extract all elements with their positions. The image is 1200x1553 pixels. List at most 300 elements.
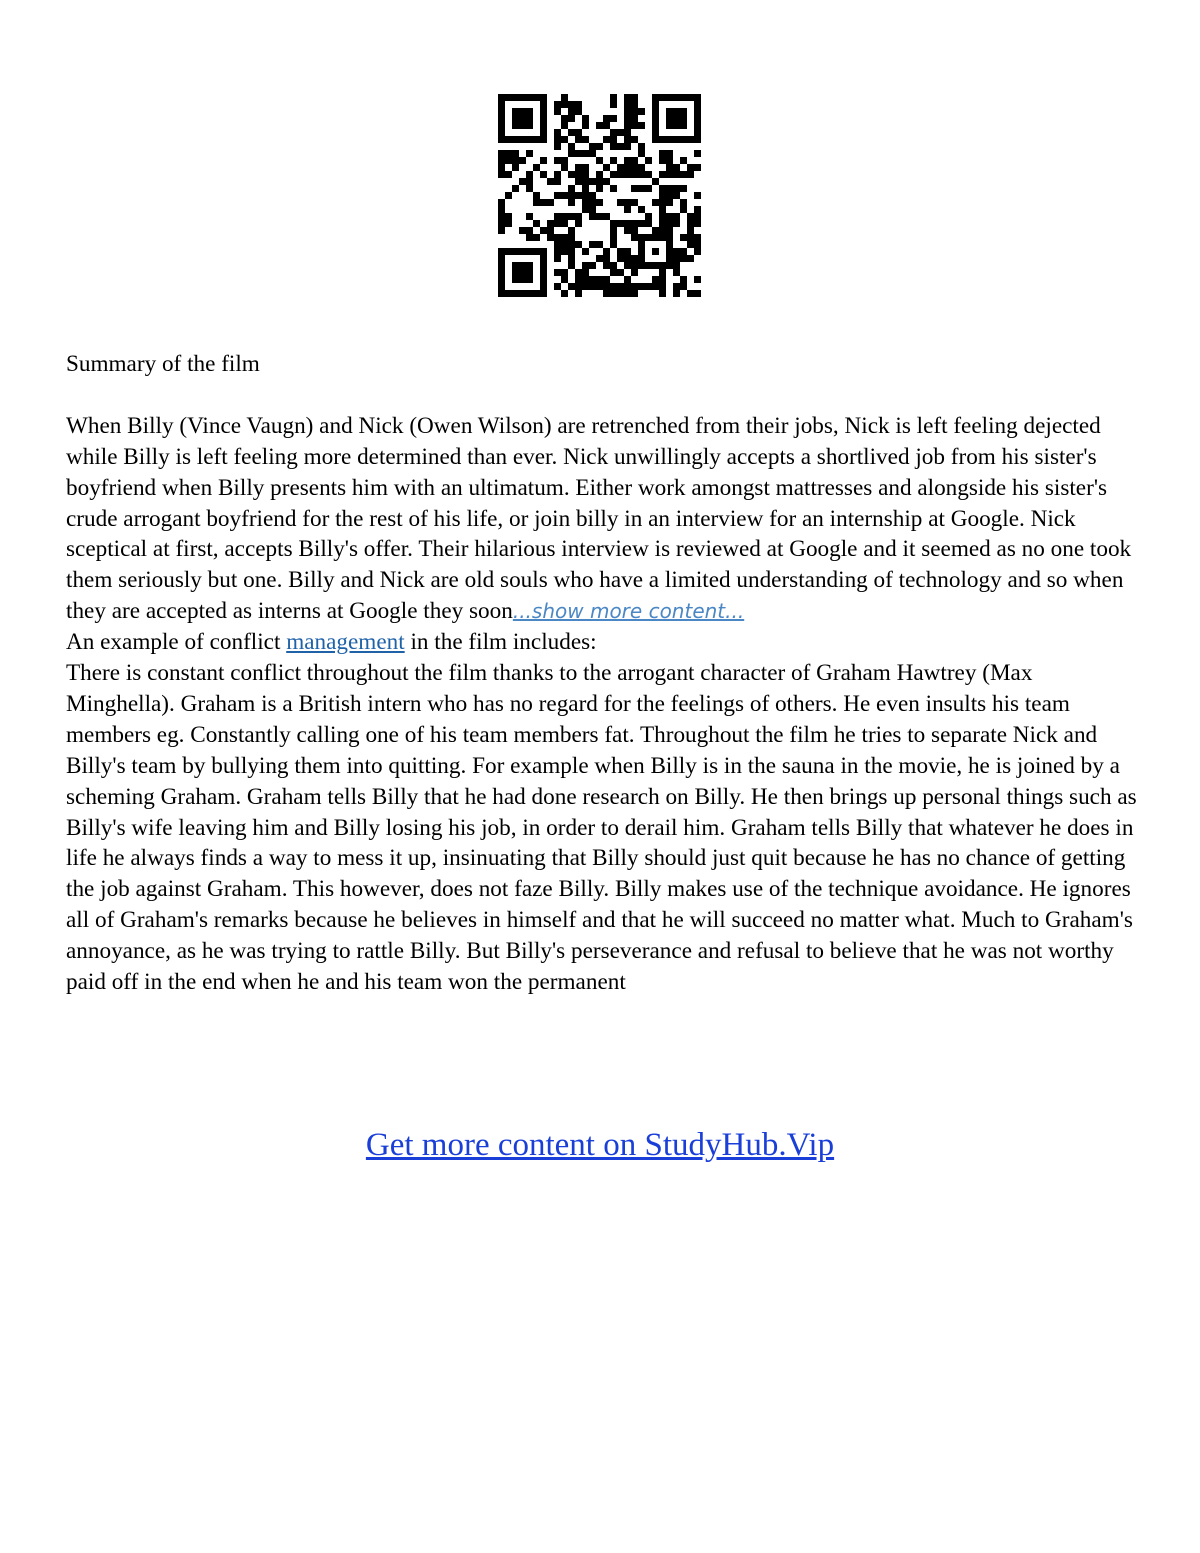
qr-module [631, 164, 638, 171]
qr-module [596, 199, 603, 206]
qr-module [582, 276, 589, 283]
qr-module [673, 213, 680, 220]
qr-module [652, 122, 659, 129]
qr-module [505, 171, 512, 178]
qr-module [673, 192, 680, 199]
qr-module [631, 101, 638, 108]
qr-module [659, 185, 666, 192]
qr-module [666, 255, 673, 262]
qr-module [582, 122, 589, 129]
qr-module [526, 115, 533, 122]
qr-module [610, 101, 617, 108]
qr-module [519, 136, 526, 143]
qr-module [540, 262, 547, 269]
qr-module [498, 283, 505, 290]
qr-module [666, 248, 673, 255]
qr-module [610, 269, 617, 276]
qr-module [554, 192, 561, 199]
show-more-link[interactable]: ...show more content... [512, 599, 745, 624]
qr-module [631, 115, 638, 122]
management-link[interactable]: management [286, 629, 405, 656]
qr-module [540, 227, 547, 234]
qr-module [526, 171, 533, 178]
qr-module [575, 241, 582, 248]
qr-module [624, 262, 631, 269]
qr-module [568, 248, 575, 255]
qr-module [659, 136, 666, 143]
qr-module [533, 290, 540, 297]
qr-module [575, 276, 582, 283]
qr-module [652, 108, 659, 115]
qr-module [631, 171, 638, 178]
qr-module [512, 262, 519, 269]
qr-module [575, 101, 582, 108]
qr-module [561, 157, 568, 164]
qr-module [666, 241, 673, 248]
qr-module [589, 276, 596, 283]
qr-module [603, 255, 610, 262]
qr-module [659, 150, 666, 157]
summary-text: When Billy (Vince Vaugn) and Nick (Owen Wilson) are retrenched from their jobs, Nick is left feeling dejected while Billy is left feeling more determined than ever. Nick unwillingly accepts a shortlived job from his sister's boyfriend when Billy presents him with an ultimatum. Either work amongst mattresses and alongside his sister's crude arrogant boyfriend for the rest of his life, or join billy in an interview for an internship at Google. Nick sceptical at first, accepts Billy's offer. Their hilarious interview is reviewed at Google and it seemed as no one took them seriously but one. Billy and Nick are old souls who have a limited understanding of technology and so when they are accepted as interns at Google they soon [66, 412, 1132, 625]
qr-module [659, 262, 666, 269]
qr-module [540, 129, 547, 136]
qr-module [610, 283, 617, 290]
qr-module [547, 178, 554, 185]
qr-module [659, 290, 666, 297]
qr-module [519, 269, 526, 276]
qr-module [582, 164, 589, 171]
qr-module [673, 115, 680, 122]
qr-module [645, 185, 652, 192]
qr-module [680, 234, 687, 241]
qr-module [589, 283, 596, 290]
qr-module [575, 269, 582, 276]
qr-module [533, 199, 540, 206]
qr-module [694, 220, 701, 227]
qr-module [561, 269, 568, 276]
qr-module [568, 129, 575, 136]
qr-module [498, 108, 505, 115]
qr-module [673, 122, 680, 129]
qr-module [512, 122, 519, 129]
qr-module [680, 122, 687, 129]
qr-module [540, 255, 547, 262]
qr-module [624, 199, 631, 206]
qr-module [596, 213, 603, 220]
qr-module [526, 269, 533, 276]
qr-module [659, 213, 666, 220]
qr-module [694, 290, 701, 297]
qr-module [554, 234, 561, 241]
qr-module [582, 136, 589, 143]
qr-module [498, 157, 505, 164]
qr-module [631, 234, 638, 241]
qr-module [526, 108, 533, 115]
qr-module [540, 171, 547, 178]
qr-module [561, 101, 568, 108]
qr-module [645, 262, 652, 269]
qr-module [561, 122, 568, 129]
qr-module [659, 94, 666, 101]
qr-module [617, 269, 624, 276]
qr-module [673, 94, 680, 101]
qr-module [687, 227, 694, 234]
qr-module [582, 269, 589, 276]
qr-module [575, 213, 582, 220]
qr-module [666, 122, 673, 129]
qr-module [694, 248, 701, 255]
qr-module [498, 220, 505, 227]
qr-module [624, 290, 631, 297]
qr-module [666, 185, 673, 192]
qr-module [582, 192, 589, 199]
qr-module [666, 150, 673, 157]
qr-module [582, 115, 589, 122]
qr-module [603, 213, 610, 220]
qr-module [561, 234, 568, 241]
qr-module [659, 199, 666, 206]
qr-module [596, 283, 603, 290]
qr-module [694, 150, 701, 157]
qr-module [631, 94, 638, 101]
qr-module [526, 248, 533, 255]
qr-module [519, 262, 526, 269]
qr-module [624, 136, 631, 143]
qr-module [498, 122, 505, 129]
qr-module [561, 220, 568, 227]
qr-module [638, 108, 645, 115]
qr-module [519, 178, 526, 185]
qr-module [505, 192, 512, 199]
qr-module [568, 199, 575, 206]
document-body [66, 349, 1140, 998]
qr-module [561, 248, 568, 255]
qr-module [666, 262, 673, 269]
qr-module [645, 171, 652, 178]
qr-module [505, 213, 512, 220]
qr-module [631, 227, 638, 234]
qr-module [624, 129, 631, 136]
qr-module [659, 276, 666, 283]
summary-paragraph [66, 411, 1140, 627]
qr-module [561, 164, 568, 171]
qr-module [610, 185, 617, 192]
qr-module [547, 227, 554, 234]
qr-module [603, 178, 610, 185]
qr-module [582, 199, 589, 206]
qr-module [554, 101, 561, 108]
qr-module [680, 185, 687, 192]
qr-module [624, 206, 631, 213]
qr-module [540, 248, 547, 255]
qr-module [666, 108, 673, 115]
qr-module [533, 192, 540, 199]
qr-module [680, 248, 687, 255]
qr-module [533, 164, 540, 171]
qr-module [659, 269, 666, 276]
qr-module [512, 269, 519, 276]
qr-module [673, 220, 680, 227]
qr-module [659, 192, 666, 199]
qr-module [554, 213, 561, 220]
qr-module [673, 262, 680, 269]
qr-module [610, 157, 617, 164]
qr-module [673, 290, 680, 297]
qr-module [533, 234, 540, 241]
qr-module [617, 164, 624, 171]
qr-module [526, 234, 533, 241]
qr-module [631, 255, 638, 262]
qr-module [582, 283, 589, 290]
qr-module [596, 241, 603, 248]
qr-module [596, 122, 603, 129]
qr-module [603, 290, 610, 297]
qr-module [596, 185, 603, 192]
qr-module [526, 213, 533, 220]
qr-module [575, 108, 582, 115]
qr-module [638, 262, 645, 269]
qr-module [666, 171, 673, 178]
qr-module [568, 171, 575, 178]
qr-module [624, 255, 631, 262]
qr-module [624, 248, 631, 255]
qr-module [561, 136, 568, 143]
qr-module [505, 290, 512, 297]
qr-module [519, 290, 526, 297]
qr-module [687, 290, 694, 297]
qr-module [624, 122, 631, 129]
qr-module [687, 241, 694, 248]
qr-module [610, 143, 617, 150]
qr-module [575, 164, 582, 171]
qr-module [512, 136, 519, 143]
qr-module [526, 185, 533, 192]
qr-module [624, 115, 631, 122]
qr-module [540, 199, 547, 206]
qr-module [533, 136, 540, 143]
qr-module [596, 276, 603, 283]
qr-module [540, 276, 547, 283]
qr-module [589, 150, 596, 157]
qr-module [680, 206, 687, 213]
qr-module [582, 248, 589, 255]
qr-module [561, 213, 568, 220]
qr-module [568, 262, 575, 269]
qr-module [624, 276, 631, 283]
qr-module [498, 94, 505, 101]
qr-module [610, 115, 617, 122]
qr-module [603, 283, 610, 290]
qr-module [694, 108, 701, 115]
qr-module [568, 255, 575, 262]
qr-module [519, 248, 526, 255]
qr-module [680, 108, 687, 115]
qr-module [526, 290, 533, 297]
qr-module [554, 255, 561, 262]
qr-module [631, 122, 638, 129]
qr-module [652, 178, 659, 185]
qr-module [582, 150, 589, 157]
qr-module [568, 115, 575, 122]
qr-module [568, 101, 575, 108]
qr-module [526, 122, 533, 129]
qr-module [554, 283, 561, 290]
qr-module [680, 136, 687, 143]
qr-module [547, 199, 554, 206]
qr-module [589, 206, 596, 213]
qr-module [617, 220, 624, 227]
qr-module [631, 262, 638, 269]
qr-module [519, 94, 526, 101]
qr-module [568, 108, 575, 115]
qr-module [666, 192, 673, 199]
qr-module [540, 108, 547, 115]
qr-module [666, 213, 673, 220]
qr-module [526, 178, 533, 185]
qr-module [680, 171, 687, 178]
qr-module [554, 220, 561, 227]
qr-module [603, 262, 610, 269]
qr-module [673, 248, 680, 255]
qr-module [596, 143, 603, 150]
qr-module [617, 248, 624, 255]
qr-module [554, 269, 561, 276]
qr-module [505, 94, 512, 101]
qr-module [561, 290, 568, 297]
qr-module [589, 143, 596, 150]
qr-module [687, 255, 694, 262]
qr-module [631, 220, 638, 227]
qr-module [652, 115, 659, 122]
qr-module [652, 129, 659, 136]
qr-module [575, 136, 582, 143]
qr-module [582, 171, 589, 178]
qr-module [666, 115, 673, 122]
qr-module [631, 290, 638, 297]
qr-module [512, 185, 519, 192]
qr-module [673, 171, 680, 178]
qr-module [652, 248, 659, 255]
qr-module [603, 248, 610, 255]
qr-module [561, 241, 568, 248]
qr-module [575, 129, 582, 136]
qr-module [624, 171, 631, 178]
qr-module [498, 248, 505, 255]
qr-module [519, 115, 526, 122]
qr-module [687, 164, 694, 171]
qr-module [554, 248, 561, 255]
qr-module [624, 101, 631, 108]
qr-module [666, 94, 673, 101]
qr-module [652, 94, 659, 101]
qr-module [666, 199, 673, 206]
qr-module [652, 276, 659, 283]
qr-module [575, 178, 582, 185]
qr-module [582, 206, 589, 213]
qr-module [694, 101, 701, 108]
qr-module [498, 150, 505, 157]
qr-module [617, 255, 624, 262]
qr-module [519, 276, 526, 283]
qr-module [624, 220, 631, 227]
qr-module [638, 171, 645, 178]
conflict-intro-after: in the film includes: [404, 629, 597, 656]
qr-module [498, 129, 505, 136]
qr-module [512, 94, 519, 101]
qr-module [617, 283, 624, 290]
qr-module [624, 157, 631, 164]
qr-module [568, 241, 575, 248]
qr-module [659, 227, 666, 234]
qr-module [512, 276, 519, 283]
qr-module [540, 157, 547, 164]
qr-module [505, 220, 512, 227]
qr-module [547, 234, 554, 241]
qr-module [526, 276, 533, 283]
qr-module [498, 115, 505, 122]
qr-module [652, 262, 659, 269]
qr-module [673, 164, 680, 171]
qr-module [568, 192, 575, 199]
qr-module [498, 199, 505, 206]
qr-module [638, 143, 645, 150]
qr-module [631, 283, 638, 290]
qr-module [540, 290, 547, 297]
qr-module [694, 206, 701, 213]
qr-module [568, 143, 575, 150]
qr-module [512, 290, 519, 297]
qr-module [694, 234, 701, 241]
qr-module [554, 157, 561, 164]
qr-module [561, 276, 568, 283]
qr-module [687, 220, 694, 227]
qr-module [554, 178, 561, 185]
qr-module [505, 150, 512, 157]
qr-module [540, 269, 547, 276]
qr-module [575, 283, 582, 290]
qr-module [645, 220, 652, 227]
qr-module [526, 227, 533, 234]
qr-module [498, 164, 505, 171]
qr-module [680, 157, 687, 164]
qr-module [498, 276, 505, 283]
qr-module [498, 227, 505, 234]
qr-module [659, 171, 666, 178]
qr-module [540, 283, 547, 290]
qr-module [694, 164, 701, 171]
qr-module [582, 178, 589, 185]
qr-module [498, 171, 505, 178]
qr-module [638, 206, 645, 213]
qr-module [526, 136, 533, 143]
qr-module [617, 199, 624, 206]
qr-module [596, 171, 603, 178]
qr-module [680, 115, 687, 122]
qr-module [526, 262, 533, 269]
qr-module [617, 143, 624, 150]
qr-module [498, 206, 505, 213]
studyhub-link[interactable]: Get more content on StudyHub.Vip [365, 1127, 835, 1163]
qr-module [659, 157, 666, 164]
qr-module [638, 255, 645, 262]
qr-module [610, 227, 617, 234]
qr-module [652, 227, 659, 234]
qr-module [652, 101, 659, 108]
qr-module [645, 213, 652, 220]
qr-module [652, 234, 659, 241]
qr-module [666, 164, 673, 171]
qr-module [554, 136, 561, 143]
